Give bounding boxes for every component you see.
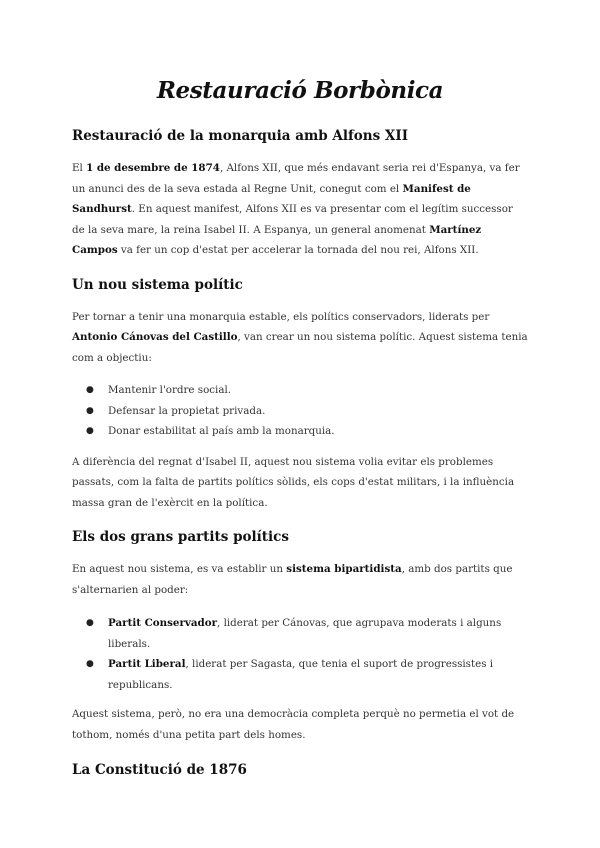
section-heading-political-system: Un nou sistema polític bbox=[72, 276, 243, 293]
text-run: A diferència del regnat d'Isabel II, aquest nou sistema volia evitar els problemes passats, com la falta de partits polítics sòlids, els cops d'estat militars, i la influència massa gran de l'exèrcit en la política. bbox=[72, 455, 515, 509]
paragraph-restoration bbox=[72, 158, 528, 261]
bold-term: Martínez Campos bbox=[72, 223, 482, 256]
document-title: Restauració Borbònica bbox=[156, 77, 444, 104]
bold-term: sistema bipartidista bbox=[286, 563, 402, 575]
text-run: Defensar la propietat privada. bbox=[108, 404, 266, 417]
bullet-icon: ● bbox=[86, 426, 94, 436]
paragraph-parties-conclusion bbox=[72, 704, 528, 745]
text-run: va fer un cop d'estat per accelerar la tornada del nou rei, Alfons XII. bbox=[117, 244, 479, 256]
section-heading-constitution: La Constitució de 1876 bbox=[72, 762, 247, 778]
text-run: Per tornar a tenir una monarquia estable, els polítics conservadors, liderats per bbox=[72, 310, 490, 323]
bold-term: Antonio Cánovas del Castillo bbox=[72, 331, 238, 343]
text-run: El bbox=[72, 162, 87, 174]
list-item bbox=[72, 401, 528, 422]
list-item bbox=[72, 421, 528, 442]
text-run: , Alfons XII, que més endavant seria rei d'Espanya, va fer un anunci des de la seva estada al Regne Unit, conegut com el bbox=[72, 162, 520, 195]
bullet-icon: ● bbox=[86, 659, 94, 669]
text-run: . En aquest manifest, Alfons XII es va presentar com el legítim successor de la seva mare, la reina Isabel II. A Espanya, un general anomenat bbox=[72, 203, 513, 236]
text-run: En aquest nou sistema, es va establir un bbox=[72, 563, 287, 575]
bold-term: Partit Liberal bbox=[108, 658, 186, 670]
objectives-list bbox=[72, 380, 528, 442]
text-run: , van crear un nou sistema polític. Aquest sistema tenia com a objectiu: bbox=[72, 331, 528, 364]
bullet-icon: ● bbox=[86, 405, 94, 416]
parties-list bbox=[72, 613, 528, 695]
list-item bbox=[72, 380, 528, 401]
text-run: Aquest sistema, però, no era una democràcia completa perquè no permetia el vot de tothom, només d'una petita part dels homes. bbox=[72, 708, 515, 741]
bullet-icon: ● bbox=[86, 385, 94, 395]
text-run: , liderat per Cánovas, que agrupava moderats i alguns liberals. bbox=[108, 617, 502, 650]
text-run: , liderat per Sagasta, que tenia el suport de progressistes i republicans. bbox=[108, 658, 494, 691]
bold-term: Manifest de Sandhurst bbox=[72, 182, 471, 215]
bullet-icon: ● bbox=[86, 618, 94, 628]
bold-term: Partit Conservador bbox=[108, 617, 218, 629]
text-run: , amb dos partits que s'alternarien al poder: bbox=[72, 563, 513, 596]
section-heading-restoration: Restauració de la monarquia amb Alfons XII bbox=[72, 128, 409, 144]
paragraph-political-system-intro bbox=[72, 307, 528, 369]
list-item bbox=[72, 654, 528, 695]
text-run: Donar estabilitat al país amb la monarquia. bbox=[108, 425, 335, 437]
bold-term: 1 de desembre de 1874 bbox=[86, 162, 220, 174]
section-heading-parties: Els dos grans partits polítics bbox=[72, 529, 289, 545]
list-item bbox=[72, 613, 528, 654]
text-run: Mantenir l'ordre social. bbox=[108, 384, 232, 396]
paragraph-political-system-contrast bbox=[72, 452, 528, 514]
paragraph-parties-intro bbox=[72, 559, 528, 600]
